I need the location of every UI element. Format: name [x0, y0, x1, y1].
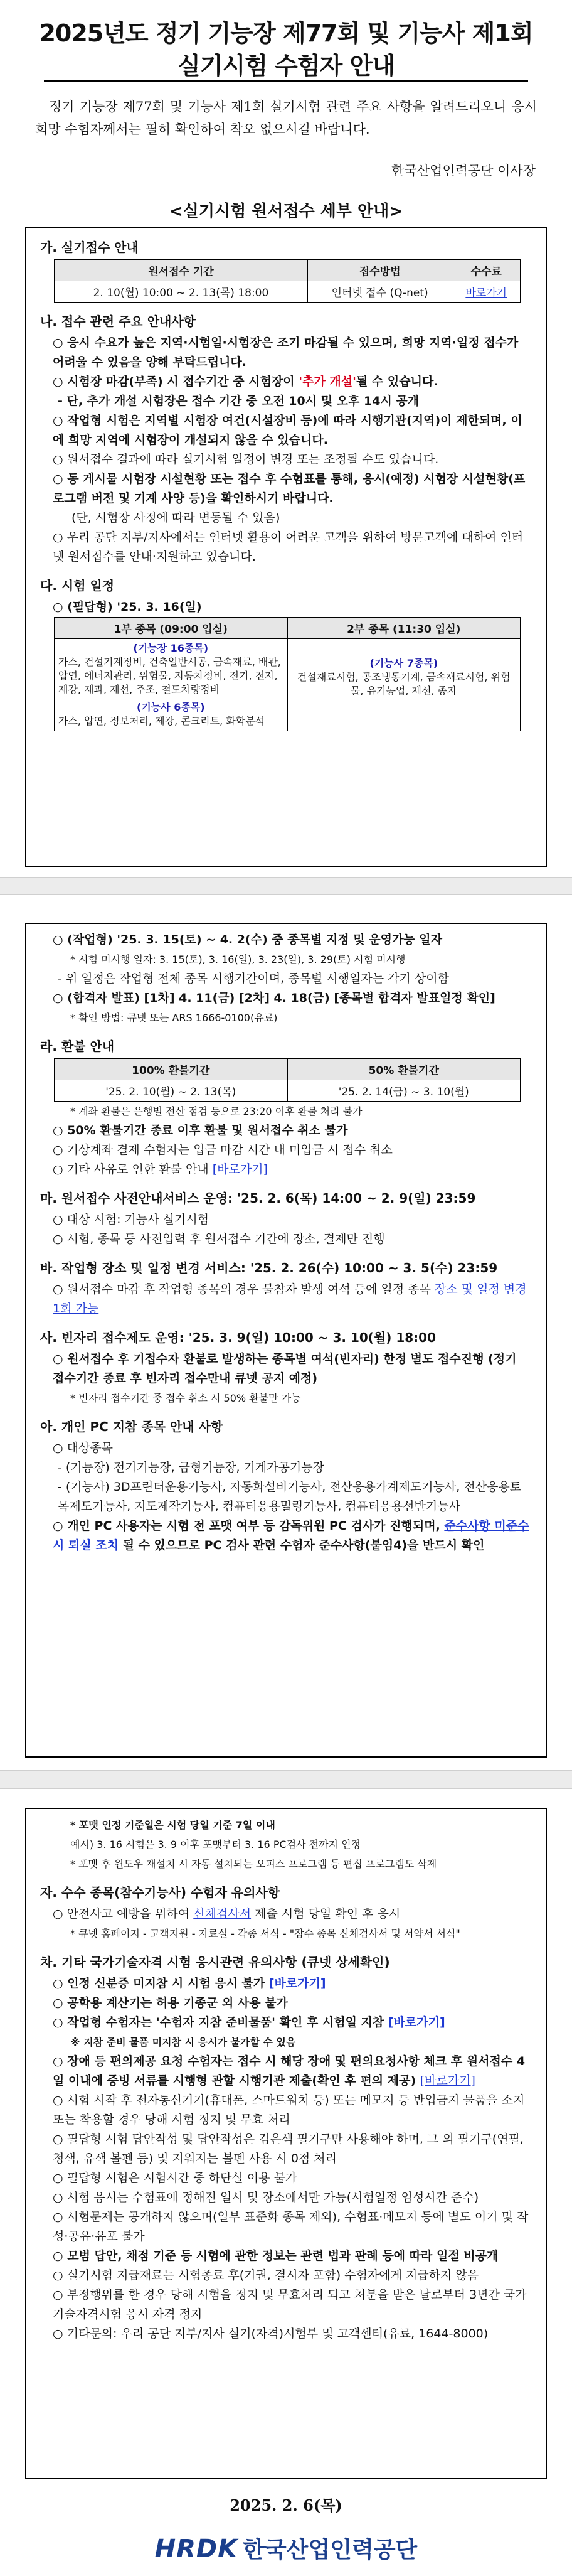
table-header: 1부 종목 (09:00 입실)	[55, 618, 288, 639]
notice-line: ○ 안전사고 예방을 위하여 신체검사서 제출 시험 당일 확인 후 응시	[53, 1907, 401, 1921]
supplies-link[interactable]: [바로가기]	[388, 2015, 445, 2029]
notice-line: * 계좌 환불은 은행별 전산 점검 등으로 23:20 이후 환불 처리 불가	[70, 1105, 363, 1117]
table-cell: 2. 10(월) 10:00 ~ 2. 13(목) 18:00	[55, 281, 308, 303]
exam-schedule-table	[54, 617, 521, 731]
section-title: 차. 기타 국가기술자격 시험 응시관련 유의사항 (큐넷 상세확인)	[40, 1955, 390, 1970]
notice-line: ○ 시험, 종목 등 사전입력 후 원서접수 기간에 장소, 결제만 진행	[53, 1232, 385, 1246]
notice-line: ○ 원서접수 후 기접수자 환불로 발생하는 종목별 여석(빈자리) 한정 별도 접수진행 (정기 접수기간 종료 후 빈자리 접수만내 큐넷 공지 예정)	[53, 1352, 517, 1385]
notice-line: ○ 인정 신분증 미지참 시 시험 응시 불가 [바로가기]	[53, 1977, 326, 1990]
notice-line: ○ 50% 환불기간 종료 이후 환불 및 원서접수 취소 불가	[53, 1124, 348, 1137]
section-subtitle: <실기시험 원서접수 세부 안내>	[169, 202, 403, 221]
details-frame-1	[25, 227, 547, 867]
notice-line: ○ 대상종목	[53, 1441, 114, 1455]
notice-line: ○ 공학용 계산기는 허용 기종군 외 사용 불가	[53, 1996, 288, 2010]
notice-line: - (기능사) 3D프린터운용기능사, 자동화설비기능사, 전산응용가계제도기능사, 전산응용토목제도기능사, 지도제작기능사, 컴퓨터응용밀링기능사, 컴퓨터응용선반기능사	[58, 1480, 522, 1513]
category-caption: (기능사 7종목)	[369, 657, 438, 669]
notice-line: ※ 지참 준비 물품 미지참 시 응시가 불가할 수 있음	[70, 2036, 296, 2048]
refund-link[interactable]: [바로가기]	[212, 1162, 268, 1176]
notice-line: * 확인 방법: 큐넷 또는 ARS 1666-0100(유료)	[70, 1012, 278, 1024]
refund-table	[54, 1058, 521, 1102]
notice-line: ○ 시험장 마감(부족) 시 접수기간 중 시험장이 '추가 개설'될 수 있습니다.	[53, 375, 438, 389]
notice-line: ○ (작업형) '25. 3. 15(토) ~ 4. 2(수) 중 종목별 지정 및 운영가능 일자	[53, 933, 442, 947]
page-1	[0, 0, 572, 877]
notice-line: (단, 시험장 사정에 따라 변동될 수 있음)	[72, 511, 280, 525]
notice-line: - 단, 추가 개설 시험장은 접수 기간 중 오전 10시 및 오후 14시 공개	[58, 394, 420, 408]
notice-line: ○ 원서접수 마감 후 작업형 종목의 경우 불참자 발생 여석 등에 일정 종목 장소 및 일정 변경 1회 가능	[53, 1282, 527, 1316]
notice-line: ○ 응시 수요가 높은 지역·시험일·시험장은 조기 마감될 수 있으며, 희망 지역·일정 접수가 어려울 수 있음을 양해 부탁드립니다.	[53, 336, 519, 369]
notice-line: ○ 필답형 시험은 시험시간 중 하단실 이용 불가	[53, 2171, 297, 2185]
notice-line: ○ 원서접수 결과에 따라 실기시험 일정이 변경 또는 조정될 수도 있습니다.	[53, 453, 439, 466]
fee-link[interactable]: 바로가기	[465, 287, 507, 299]
table-header: 50% 환불기간	[287, 1059, 521, 1080]
page-gap	[0, 877, 572, 895]
logo-org-name: 한국산업인력공단	[243, 2537, 418, 2563]
accommodation-link[interactable]: [바로가기]	[420, 2074, 475, 2088]
notice-line: ○ 실기시험 지급재료는 시험종료 후(기권, 결시자 포함) 수험자에게 지급하지 않음	[53, 2268, 479, 2282]
table-header: 100% 환불기간	[55, 1059, 288, 1080]
notice-line: ○ 모범 답안, 채점 기준 등 시험에 관한 정보는 관련 법과 판례 등에 따라 일절 비공개	[53, 2249, 499, 2263]
notice-line: * 큐넷 홈페이지 - 고객지원 - 자료실 - 각종 서식 - "잠수 종목 신체검사서 및 서약서 서식"	[70, 1928, 460, 1940]
id-link[interactable]: [바로가기]	[268, 1977, 326, 1990]
notice-line: ○ 개인 PC 사용자는 시험 전 포맷 여부 등 감독위원 PC 검사가 진행되며, 준수사항 미준수 시 퇴실 조치 될 수 있으므로 PC 검사 관련 수험자 준수사항(붙임4)을 반드시 확인	[53, 1519, 529, 1552]
notice-line: * 시험 미시행 일자: 3. 15(토), 3. 16(일), 3. 23(일), 3. 29(토) 시험 미시행	[70, 953, 406, 965]
category-caption: (기능사 6종목)	[136, 701, 205, 713]
intro-text: 정기 기능장 제77회 및 기능사 제1회 실기시험 관련 주요 사항을 알려드리오니 응시 희망 수험자께서는 필히 확인하여 착오 없으시길 바랍니다.	[35, 99, 537, 137]
notice-line: * 포맷 후 윈도우 재설치 시 자동 설치되는 오피스 프로그램 등 편집 프로그램도 삭제	[70, 1858, 437, 1870]
category-list: 건설재료시험, 공조냉동기계, 금속재료시험, 위험물, 유기농업, 제선, 종자	[297, 671, 511, 697]
page-title-line2: 실기시험 수험자 안내	[177, 52, 395, 80]
logo-mark: HRDK	[154, 2535, 238, 2563]
notice-line: ○ 기타문의: 우리 공단 지부/지사 실기(자격)시험부 및 고객센터(유료, 1644-8000)	[53, 2327, 489, 2341]
notice-line: ○ 장애 등 편의제공 요청 수험자는 접수 시 해당 장애 및 편의요청사항 체크 후 원서접수 4일 이내에 증빙 서류를 시행형 관할 시행기관 제출(확인 후 편의 제공) [바로가기]	[53, 2054, 526, 2088]
notice-line: ○ 필답형 시험 답안작성 및 답안작성은 검은색 필기구만 사용해야 하며, 그 외 필기구(연필, 청색, 유색 볼펜 등) 및 지워지는 볼펜 사용 시 0점 처리	[53, 2132, 524, 2165]
hrdk-logo	[0, 2532, 572, 2564]
table-header: 수수료	[452, 260, 521, 281]
notice-line: ○ 시험 시작 후 전자통신기기(휴대폰, 스마트워치 등) 또는 메모지 등 반입금지 물품을 소지 또는 착용할 경우 당해 시험 정지 및 무효 처리	[53, 2093, 525, 2127]
notice-line: ○ 부정행위를 한 경우 당해 시험을 정지 및 무효처리 되고 처분을 받은 날로부터 3년간 국가기술자격시험 응시 자격 정지	[53, 2288, 527, 2321]
table-header: 원서접수 기간	[55, 260, 308, 281]
category-list: 가스, 압연, 정보처리, 제강, 콘크리트, 화학분석	[58, 715, 265, 727]
section-title: 마. 원서접수 사전안내서비스 운영: '25. 2. 6(목) 14:00 ~ 2. 9(일) 23:59	[40, 1191, 476, 1206]
page-gap	[0, 1770, 572, 1789]
details-frame-3	[25, 1808, 547, 2479]
table-cell: '25. 2. 14(금) ~ 3. 10(월)	[287, 1080, 521, 1102]
section-title: 사. 빈자리 접수제도 운영: '25. 3. 9(일) 10:00 ~ 3. 10(월) 18:00	[40, 1330, 436, 1345]
section-title: 아. 개인 PC 지참 종목 안내 사항	[40, 1419, 223, 1434]
notice-line: ○ 작업형 수험자는 '수험자 지참 준비물품' 확인 후 시험일 지참 [바로가기]	[53, 2015, 445, 2029]
notice-line: ○ 우리 공단 지부/지사에서는 인터넷 활용이 어려운 고객을 위하여 방문고객에 대하여 인터넷 원서접수를 안내·지원하고 있습니다.	[53, 530, 524, 564]
notice-line: ○ 동 게시물 시험장 시설현황 또는 접수 후 수험표를 통해, 응시(예정) 시험장 시설현황(프로그램 버전 및 기계 사양 등)을 확인하시기 바랍니다.	[53, 472, 526, 505]
table-cell: '25. 2. 10(월) ~ 2. 13(목)	[55, 1080, 288, 1102]
notice-line: * 포맷 인정 기준일은 시험 당일 기준 7일 이내	[70, 1819, 275, 1831]
notice-line: ○ 시험문제는 공개하지 않으며(일부 표준화 종목 제외), 수험표·메모지 등에 별도 이기 및 작성·공유·유포 불가	[53, 2210, 529, 2243]
section-title: 나. 접수 관련 주요 안내사항	[40, 314, 196, 329]
section-title: 가. 실기접수 안내	[40, 240, 139, 255]
title-underline	[44, 80, 528, 82]
category-caption: (기능장 16종목)	[133, 642, 209, 654]
signer: 한국산업인력공단 이사장	[391, 163, 536, 178]
notice-line: 예시) 3. 16 시험은 3. 9 이후 포맷부터 3. 16 PC검사 전까지 인정	[70, 1838, 361, 1850]
pc-rule-link[interactable]: 준수사항 미준수 시 퇴실 조치	[53, 1519, 529, 1552]
notice-line: ○ (합격자 발표) [1차] 4. 11(금) [2차] 4. 18(금) [종목별 합격자 발표일정 확인]	[53, 991, 495, 1005]
change-link[interactable]: 장소 및 일정 변경 1회 가능	[53, 1282, 527, 1316]
section-title: 라. 환불 안내	[40, 1039, 115, 1054]
table-header: 접수방법	[307, 260, 452, 281]
notice-line: * 빈자리 접수기간 중 접수 취소 시 50% 환불만 가능	[70, 1392, 301, 1404]
page-title-line1: 2025년도 정기 기능장 제77회 및 기능사 제1회	[39, 19, 533, 47]
document-date: 2025. 2. 6(목)	[230, 2496, 342, 2514]
category-list: 가스, 건설기계정비, 건축일반시공, 금속재료, 배관, 압연, 에너지관리, 위험물, 자동차정비, 전기, 전자, 제강, 제과, 제선, 주조, 철도차량정비	[58, 656, 281, 695]
notice-line: ○ (필답형) '25. 3. 16(일)	[53, 600, 202, 614]
health-form-link[interactable]: 신체검사서	[193, 1907, 252, 1921]
notice-line: - 위 일정은 작업형 전체 종목 시행기간이며, 종목별 시행일자는 각기 상이함	[58, 972, 449, 985]
notice-line: - (기능장) 전기기능장, 금형기능장, 기계가공기능장	[58, 1461, 324, 1474]
notice-line: ○ 작업형 시험은 지역별 시험장 여건(시설장비 등)에 따라 시행기관(지역)이 제한되며, 이에 희망 지역에 시험장이 개설되지 않을 수 있습니다.	[53, 414, 522, 447]
section-title: 바. 작업형 장소 및 일정 변경 서비스: '25. 2. 26(수) 10:00 ~ 3. 5(수) 23:59	[40, 1260, 498, 1275]
notice-line: ○ 대상 시험: 기능사 실기시험	[53, 1213, 209, 1226]
section-title: 자. 수수 종목(참수기능사) 수험자 유의사항	[40, 1885, 280, 1900]
notice-line: ○ 기상계좌 결제 수험자는 입금 마감 시간 내 미입금 시 접수 취소	[53, 1143, 393, 1157]
table-header: 2부 종목 (11:30 입실)	[287, 618, 521, 639]
section-title: 다. 시험 일정	[40, 578, 115, 593]
table-cell: 인터넷 접수 (Q-net)	[307, 281, 452, 303]
notice-line: ○ 시험 응시는 수험표에 정해진 일시 및 장소에서만 가능(시험일정 임성시간 준수)	[53, 2191, 479, 2204]
application-table	[54, 259, 521, 303]
details-frame-2	[25, 923, 547, 1758]
notice-line: ○ 기타 사유로 인한 환불 안내 [바로가기]	[53, 1162, 268, 1176]
